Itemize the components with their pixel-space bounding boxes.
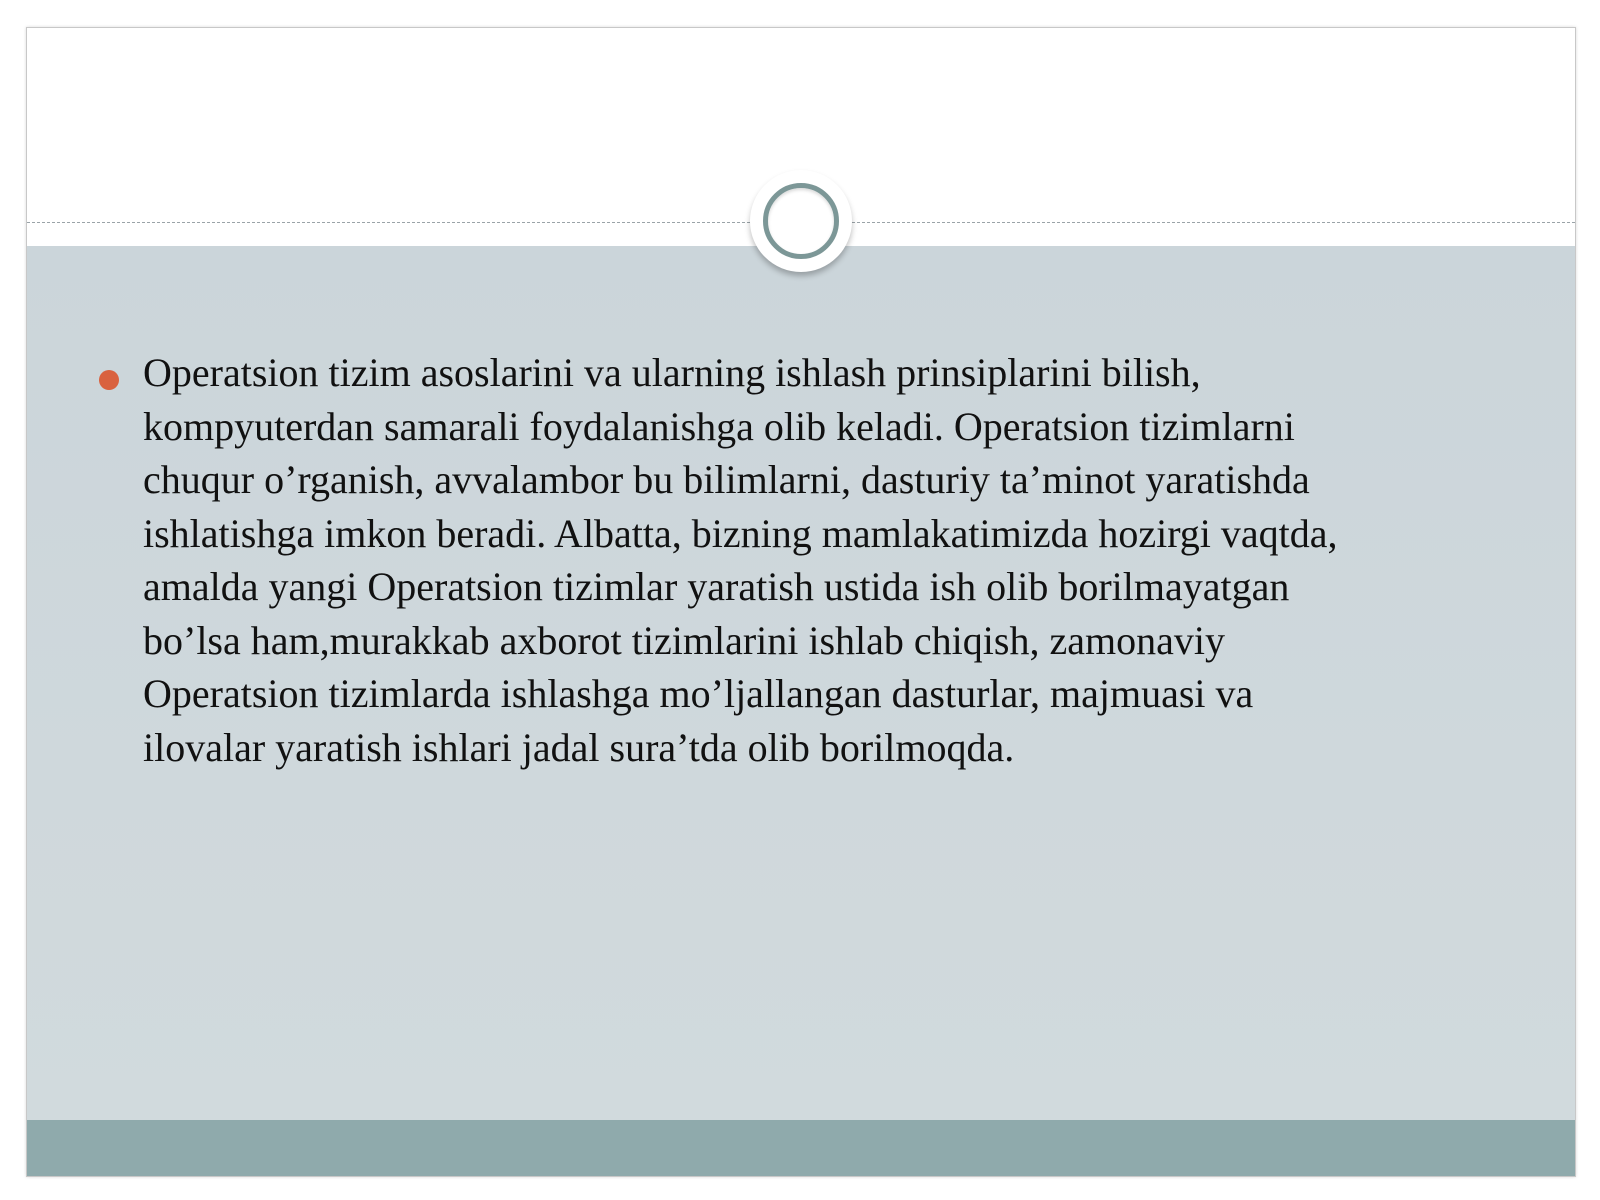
bullet-dot-icon bbox=[99, 370, 119, 390]
bullet-text: Operatsion tizim asoslarini va ularning ishlash prinsiplarini bilish, kompyuterdan samarali foydalanishga olib keladi. Operatsion tizimlarni chuqur o’rganish, avvalambor bu bilimlarni, dasturiy ta’minot yaratishda ishlatishga imkon beradi. Albatta, bizning mamlakatimizda hozirgi vaqtda, amalda yangi Operatsion tizimlar yaratish ustida ish olib borilmayatgan bo’lsa ham,murakkab axborot tizimlarini ishlab chiqish, zamonaviy Operatsion tizimlarda ishlashga mo’ljallangan dasturlar, majmuasi va ilovalar yaratish ishlari jadal sura’tda olib borilmoqda. bbox=[143, 350, 1338, 770]
slide bbox=[26, 27, 1576, 1177]
circle-ring-icon bbox=[750, 170, 852, 272]
circle-ring-inner bbox=[763, 183, 839, 259]
footer-bar bbox=[27, 1120, 1575, 1176]
